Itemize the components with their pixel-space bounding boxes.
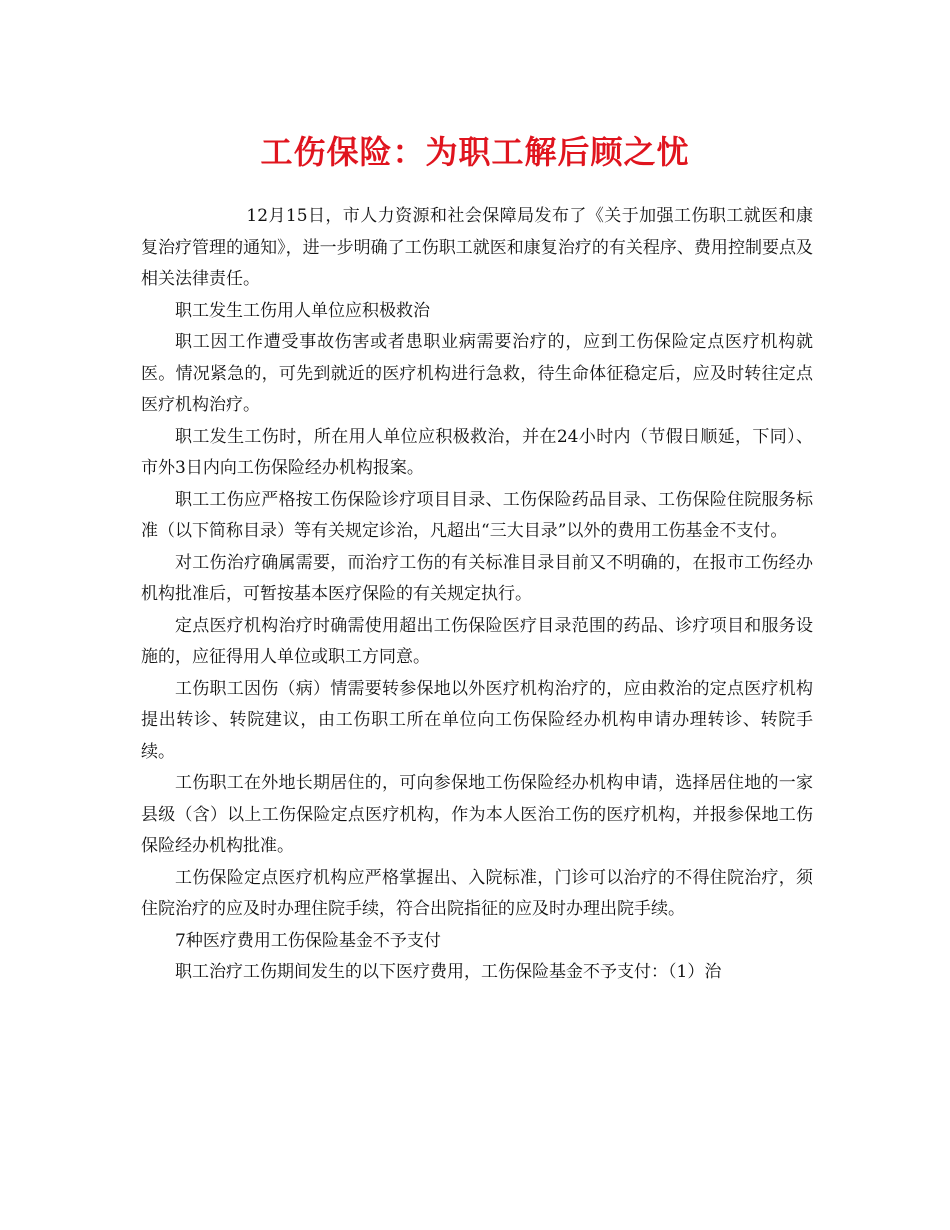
section-heading-rescue: 职工发生工伤用人单位应积极救治: [175, 300, 430, 321]
section-heading-fees: 7种医疗费用工伤保险基金不予支付: [175, 930, 441, 951]
paragraph: 对工伤治疗确属需要，而治疗工伤的有关标准目录目前又不明确的，在报市工伤经办机构批准后，可暂按基本医疗保险的有关规定执行。: [141, 552, 813, 604]
paragraph: 工伤保险定点医疗机构应严格掌握出、入院标准，门诊可以治疗的不得住院治疗，须住院治疗的应及时办理住院手续，符合出院指征的应及时办理出院手续。: [141, 867, 813, 919]
paragraph: 职工发生工伤时，所在用人单位应积极救治，并在24小时内（节假日顺延，下同）、市外3日内向工伤保险经办机构报案。: [141, 426, 813, 478]
document-body: [141, 201, 813, 989]
paragraph: 工伤职工在外地长期居住的，可向参保地工伤保险经办机构申请，选择居住地的一家县级（含）以上工伤保险定点医疗机构，作为本人医治工伤的医疗机构，并报参保地工伤保险经办机构批准。: [141, 773, 813, 856]
paragraph: 职工治疗工伤期间发生的以下医疗费用，工伤保险基金不予支付：（1）治: [175, 962, 722, 982]
paragraph: 职工工伤应严格按工伤保险诊疗项目目录、工伤保险药品目录、工伤保险住院服务标准（以下简称目录）等有关规定诊治，凡超出“三大目录”以外的费用工伤基金不支付。: [141, 489, 813, 541]
paragraph: 职工因工作遭受事故伤害或者患职业病需要治疗的，应到工伤保险定点医疗机构就医。情况紧急的，可先到就近的医疗机构进行急救，待生命体征稳定后，应及时转往定点医疗机构治疗。: [141, 332, 813, 415]
paragraph-intro: 12月15日，市人力资源和社会保障局发布了《关于加强工伤职工就医和康复治疗管理的通知》，进一步明确了工伤职工就医和康复治疗的有关程序、费用控制要点及相关法律责任。: [141, 206, 813, 289]
paragraph: 工伤职工因伤（病）情需要转参保地以外医疗机构治疗的，应由救治的定点医疗机构提出转诊、转院建议，由工伤职工所在单位向工伤保险经办机构申请办理转诊、转院手续。: [141, 678, 813, 762]
paragraph: 定点医疗机构治疗时确需使用超出工伤保险医疗目录范围的药品、诊疗项目和服务设施的，应征得用人单位或职工方同意。: [141, 615, 813, 667]
document-title: 工伤保险：为职工解后顾之忧: [260, 133, 690, 171]
